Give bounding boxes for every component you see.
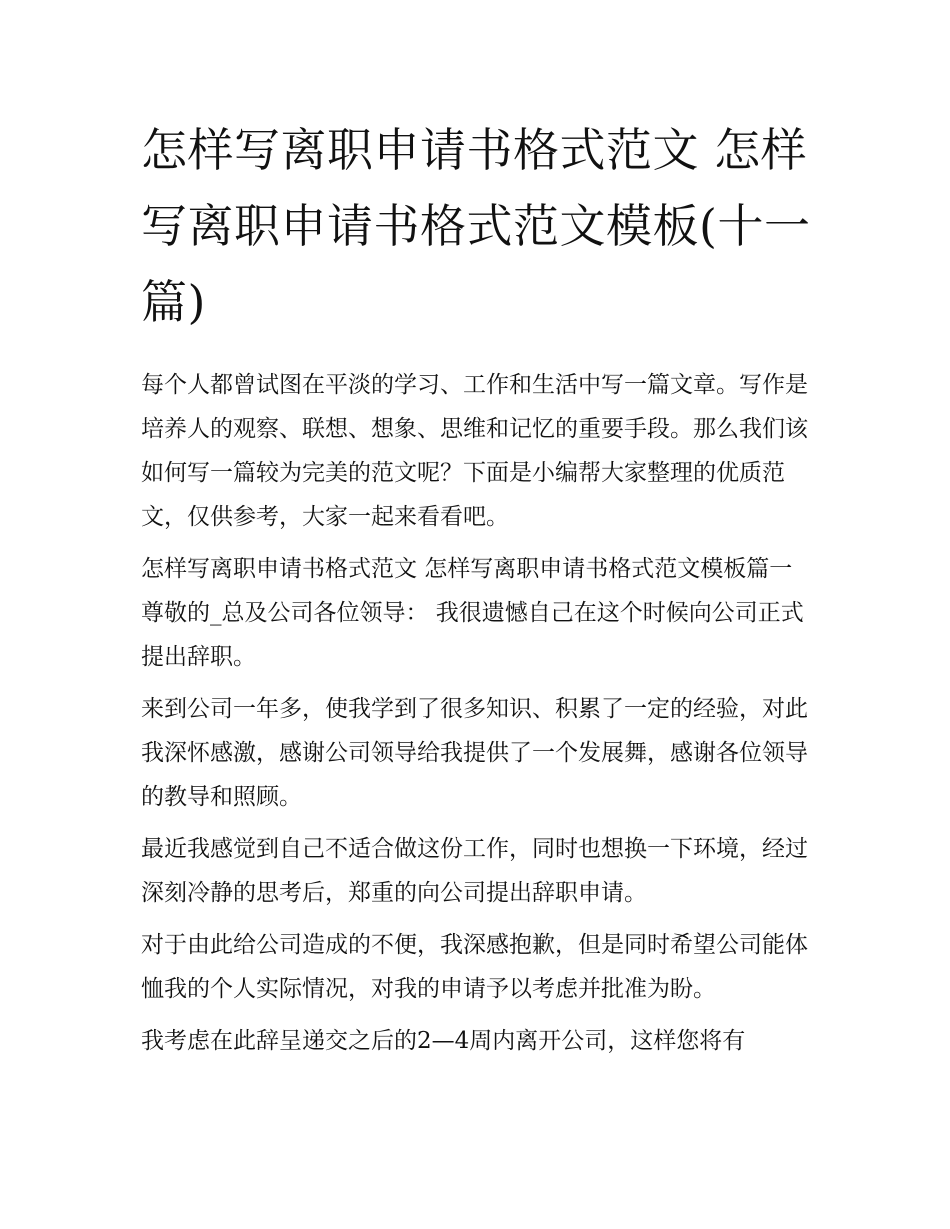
paragraph-gratitude: 来到公司一年多，使我学到了很多知识、积累了一定的经验，对此我深怀感激，感谢公司领导给我提供了一个发展舞，感谢各位领导的教导和照顾。 bbox=[141, 696, 808, 810]
paragraph-intro: 每个人都曾试图在平淡的学习、工作和生活中写一篇文章。写作是培养人的观察、联想、想象、思维和记忆的重要手段。那么我们该如何写一篇较为完美的范文呢？下面是小编帮大家整理的优质范文，仅供参考，大家一起来看看吧。 bbox=[141, 372, 808, 530]
document-content bbox=[141, 112, 813, 1063]
document-body bbox=[141, 363, 813, 1063]
document-title: 怎样写离职申请书格式范文 怎样写离职申请书格式范文模板(十一篇) bbox=[141, 123, 811, 329]
paragraph-apology: 对于由此给公司造成的不便，我深感抱歉，但是同时希望公司能体恤我的个人实际情况，对我的申请予以考虑并批准为盼。 bbox=[141, 932, 808, 1002]
paragraph-heading-salutation: 怎样写离职申请书格式范文 怎样写离职申请书格式范文模板篇一 尊敬的_总及公司各位领导： 我很遗憾自己在这个时候向公司正式提出辞职。 bbox=[141, 556, 804, 670]
paragraph-notice-period: 我考虑在此辞呈递交之后的2—4周内离开公司，这样您将有 bbox=[141, 1028, 746, 1054]
paragraph-reason: 最近我感觉到自己不适合做这份工作，同时也想换一下环境，经过深刻冷静的思考后，郑重的向公司提出辞职申请。 bbox=[141, 836, 808, 906]
